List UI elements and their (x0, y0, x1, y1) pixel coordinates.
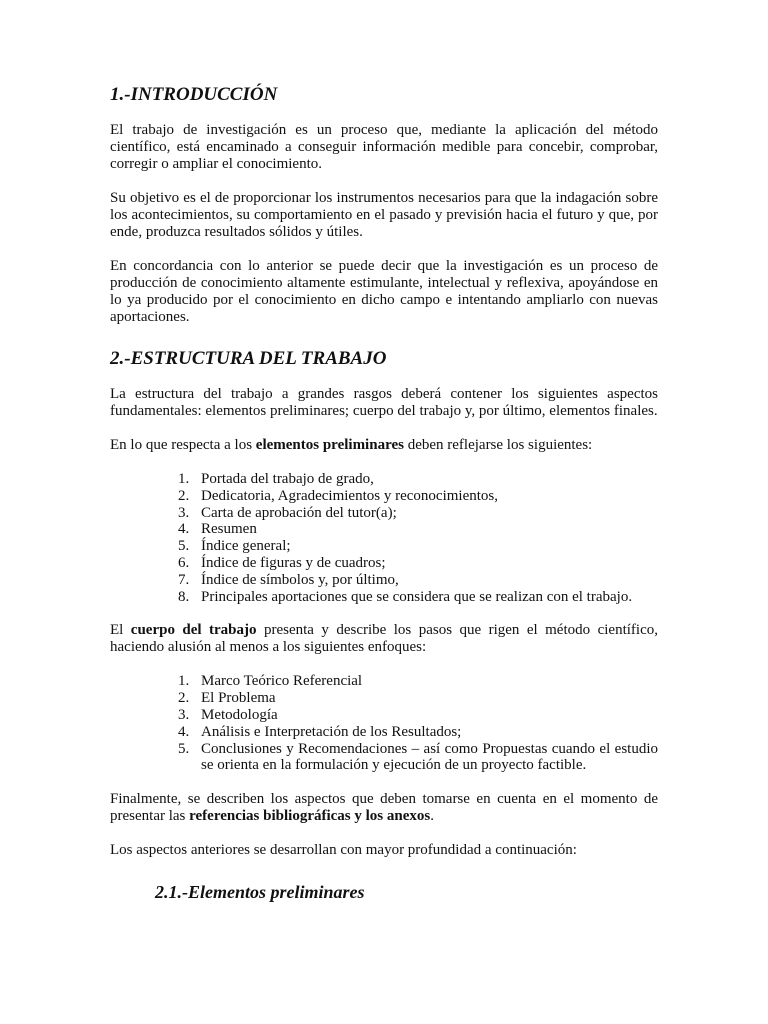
body-text-after: presenta y describe los pasos que rigen el método científico, haciendo alusión al menos a los siguientes enfoques: (110, 622, 658, 656)
list-item (178, 555, 658, 572)
list-item (178, 741, 658, 775)
body-of-work-list (110, 673, 658, 774)
list-item (178, 538, 658, 555)
list-item-number: 7. (178, 571, 190, 588)
list-item-number: 4. (178, 723, 190, 740)
list-item-text: Marco Teórico Referencial (201, 673, 363, 690)
list-item (178, 505, 658, 522)
references-text-before: Finalmente, se describen los aspectos que deben tomarse en cuenta en el momento de presentar las (110, 791, 658, 825)
preliminary-elements-list (110, 471, 658, 605)
list-item (178, 673, 658, 690)
list-item-text: Portada del trabajo de grado, (201, 471, 374, 487)
list-item-number: 5. (178, 538, 190, 555)
preliminary-text-before: En lo que respecta a los (110, 437, 256, 453)
list-item-text: Índice de símbolos y, por último, (201, 571, 399, 588)
preliminary-elements-bold: elementos preliminares (255, 437, 404, 453)
list-item (178, 521, 658, 538)
list-item (178, 471, 658, 488)
references-paragraph (110, 791, 658, 825)
list-item (178, 488, 658, 505)
closing-paragraph: Los aspectos anteriores se desarrollan con mayor profundidad a continuación: (110, 842, 577, 859)
list-item (178, 724, 658, 741)
list-item-text: Dedicatoria, Agradecimientos y reconocimientos, (201, 487, 498, 504)
body-of-work-bold: cuerpo del trabajo (130, 622, 257, 639)
list-item-text: El Problema (201, 690, 276, 707)
list-item-text: Carta de aprobación del tutor(a); (201, 504, 397, 521)
list-item (178, 707, 658, 724)
list-item (178, 589, 658, 606)
section-1-heading: 1.-INTRODUCCIÓN (110, 84, 278, 105)
intro-paragraph-1: El trabajo de investigación es un proceso que, mediante la aplicación del método científico, está encaminado a conseguir información medible para concebir, comprobar, corregir o ampliar el conocimiento. (110, 122, 658, 172)
list-item-number: 5. (178, 740, 190, 757)
section-2-heading: 2.-ESTRUCTURA DEL TRABAJO (110, 348, 387, 369)
list-item-text: Índice general; (201, 538, 291, 555)
body-text-before: El (110, 622, 131, 639)
list-item (178, 572, 658, 589)
list-item-number: 3. (178, 706, 190, 723)
list-item-number: 1. (178, 673, 190, 690)
list-item-text: Conclusiones y Recomendaciones – así como Propuestas cuando el estudio se orienta en la formulación y ejecución de un proyecto factible. (201, 740, 658, 774)
preliminary-elements-paragraph (110, 437, 658, 454)
list-item-number: 2. (178, 690, 190, 707)
list-item-number: 4. (178, 521, 190, 538)
list-item-text: Resumen (201, 521, 257, 538)
subsection-2-1-heading: 2.1.-Elementos preliminares (155, 882, 365, 903)
intro-paragraph-2: Su objetivo es el de proporcionar los instrumentos necesarios para que la indagación sobre los acontecimientos, su comportamiento en el pasado y previsión hacia el futuro y que, por ende, produzca resultados sólidos y útiles. (110, 190, 658, 240)
body-of-work-paragraph (110, 622, 658, 656)
list-item-number: 8. (178, 588, 190, 605)
preliminary-text-after: deben reflejarse los siguientes: (403, 437, 593, 453)
references-text-after: . (430, 808, 434, 825)
list-item-number: 1. (178, 471, 190, 487)
list-item-text: Índice de figuras y de cuadros; (201, 554, 386, 571)
list-item-text: Metodología (201, 706, 278, 723)
list-item-number: 6. (178, 554, 190, 571)
list-item-number: 2. (178, 487, 190, 504)
list-item-text: Principales aportaciones que se considera que se realizan con el trabajo. (201, 588, 633, 605)
references-bold: referencias bibliográficas y los anexos (189, 808, 431, 825)
intro-paragraph-3: En concordancia con lo anterior se puede decir que la investigación es un proceso de producción de conocimiento altamente estimulante, intelectual y reflexiva, apoyándose en lo ya producido por el conocimiento en dicho campo e intentando ampliarlo con nuevas aportaciones. (110, 258, 658, 325)
list-item-number: 3. (178, 504, 190, 521)
structure-intro-paragraph: La estructura del trabajo a grandes rasgos deberá contener los siguientes aspectos fundamentales: elementos preliminares; cuerpo del trabajo y, por último, elementos finales. (110, 386, 658, 419)
list-item (178, 690, 658, 707)
list-item-text: Análisis e Interpretación de los Resultados; (201, 723, 462, 740)
